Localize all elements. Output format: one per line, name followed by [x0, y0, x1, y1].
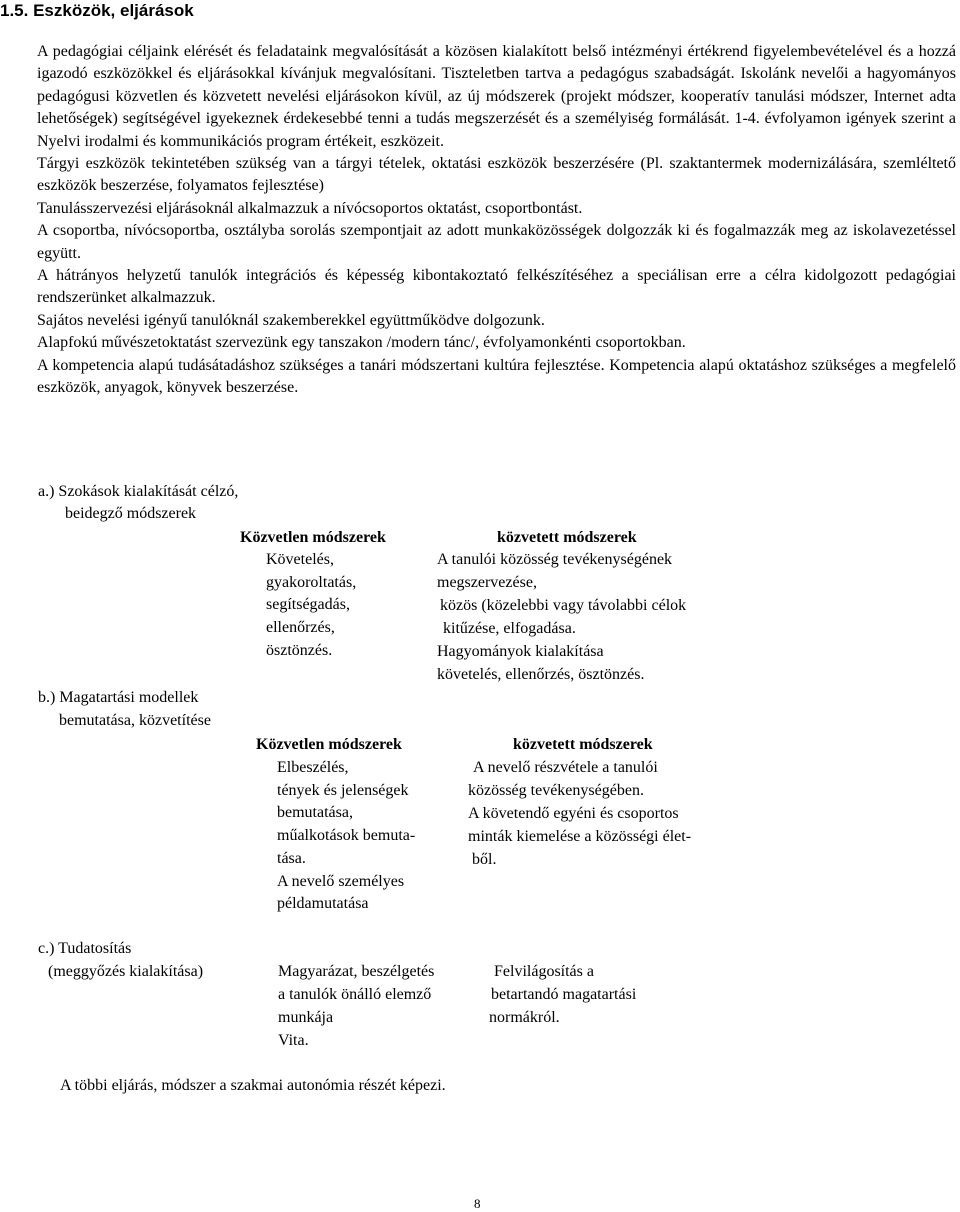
- paragraph: Alapfokú művészetoktatást szervezünk egy tanszakon /modern tánc/, évfolyamonkénti csoportokban.: [37, 334, 686, 352]
- list-item: munkája: [278, 1009, 334, 1026]
- paragraph: Tárgyi eszközök tekintetében szükség van a tárgyi tételek, oktatási eszközök beszerzésére (Pl. szaktantermek modernizálására, szemléltető eszközök beszerzése, folyamatos fejlesztése): [37, 155, 956, 195]
- paragraph: A kompetencia alapú tudásátadáshoz szükséges a tanári módszertani kultúra fejlesztése. Kompetencia alapú oktatáshoz szükséges a megfelelő eszközök, anyagok, könyvek beszerzése.: [37, 356, 956, 397]
- list-item: bemutatása,: [277, 804, 353, 822]
- list-item: közös (közelebbi vagy távolabbi célok: [440, 597, 687, 614]
- list-item: Hagyományok kialakítása: [437, 643, 604, 660]
- list-item: gyakoroltatás,: [266, 573, 357, 591]
- section-c-label-cont: (meggyőzés kialakítása): [48, 963, 204, 980]
- list-item: betartandó magatartási: [491, 986, 637, 1003]
- section-b-direct-list: [277, 757, 415, 916]
- list-item: Felvilágosítás a: [494, 963, 594, 980]
- section-a-direct-heading: Közvetlen módszerek: [240, 529, 386, 546]
- list-item: segítségadás,: [266, 596, 350, 614]
- paragraph: Sajátos nevelési igényű tanulóknál szakemberekkel együttműködve dolgozunk.: [37, 311, 545, 329]
- section-c-label: c.) Tudatosítás: [38, 940, 132, 957]
- list-item: normákról.: [489, 1009, 560, 1026]
- closing-sentence: A többi eljárás, módszer a szakmai autonómia részét képezi.: [60, 1077, 446, 1094]
- section-b-label-cont: bemutatása, közvetítése: [59, 712, 211, 729]
- section-a-label-cont: beidegző módszerek: [65, 505, 197, 522]
- paragraph: A csoportba, nívócsoportba, osztályba sorolás szempontjait az adott munkaközösségek dolgozzák ki és fogalmazzák meg az iskolavezetéssel együtt.: [37, 222, 956, 262]
- list-item: ellenőrzés,: [266, 619, 335, 637]
- list-item: példamutatása: [277, 895, 369, 913]
- section-a-indirect-heading: közvetett módszerek: [497, 529, 637, 546]
- list-item: minták kiemelése a közösségi élet-: [468, 828, 692, 845]
- list-item: A tanulói közösség tevékenységének: [437, 551, 673, 568]
- paragraph: A hátrányos helyzetű tanulók integrációs és képesség kibontakoztató felkészítéséhez a speciálisan erre a célra kidolgozott pedagógiai rendszerünket alkalmazzuk.: [37, 267, 956, 307]
- list-item: A nevelő részvétele a tanulói: [473, 759, 658, 776]
- list-item: tása.: [277, 849, 306, 867]
- paragraph: Tanulásszervezési eljárásoknál alkalmazzuk a nívócsoportos oktatást, csoportbontást.: [37, 199, 583, 217]
- list-item: műalkotások bemuta-: [277, 827, 416, 845]
- list-item: kitűzése, elfogadása.: [443, 620, 576, 637]
- list-item: a tanulók önálló elemző: [278, 986, 432, 1003]
- list-item: Vita.: [278, 1032, 309, 1049]
- intro-text: [37, 41, 956, 400]
- section-b-direct-heading: Közvetlen módszerek: [256, 736, 402, 753]
- list-item: ből.: [472, 851, 497, 868]
- section-a-label: a.) Szokások kialakítását célzó,: [38, 483, 239, 500]
- list-item: A követendő egyéni és csoportos: [468, 805, 679, 822]
- list-item: Elbeszélés,: [277, 759, 349, 776]
- list-item: közösség tevékenységében.: [468, 782, 644, 799]
- page-number: 8: [474, 1196, 481, 1211]
- section-heading: 1.5. Eszközök, eljárások: [0, 1, 194, 20]
- list-item: tények és jelenségek: [277, 781, 409, 799]
- list-item: követelés, ellenőrzés, ösztönzés.: [437, 666, 645, 683]
- section-a-direct-list: [266, 549, 356, 663]
- list-item: Magyarázat, beszélgetés: [278, 963, 435, 980]
- list-item: A nevelő személyes: [277, 872, 405, 890]
- list-item: megszervezése,: [437, 574, 537, 591]
- list-item: ösztönzés.: [266, 641, 333, 659]
- section-b-indirect-heading: közvetett módszerek: [513, 736, 653, 753]
- section-b-label: b.) Magatartási modellek: [38, 689, 199, 706]
- list-item: Követelés,: [266, 551, 334, 568]
- paragraph: A pedagógiai céljaink elérését és feladataink megvalósítását a közösen kialakított belső intézményi értékrend figyelembevételével és a hozzá igazodó eszközökkel és eljárásokkal kívánjuk megvalósítani. Tiszteletben tartva a pedagógus szabadságát. Iskolánk nevelői a hagyományos pedagógusi közvetlen és közvetett nevelési eljárásokon kívül, az új módszerek (projekt módszer, kooperatív tanulási módszer, Internet adta lehetőségek) segítségével igyekeznek érdekesebbé tenni a tudás megszerzését és a személyiség formálását. 1-4. évfolyamon igények szerint a Nyelvi irodalmi és kommunikációs program értékeit, eszközeit.: [37, 43, 956, 150]
